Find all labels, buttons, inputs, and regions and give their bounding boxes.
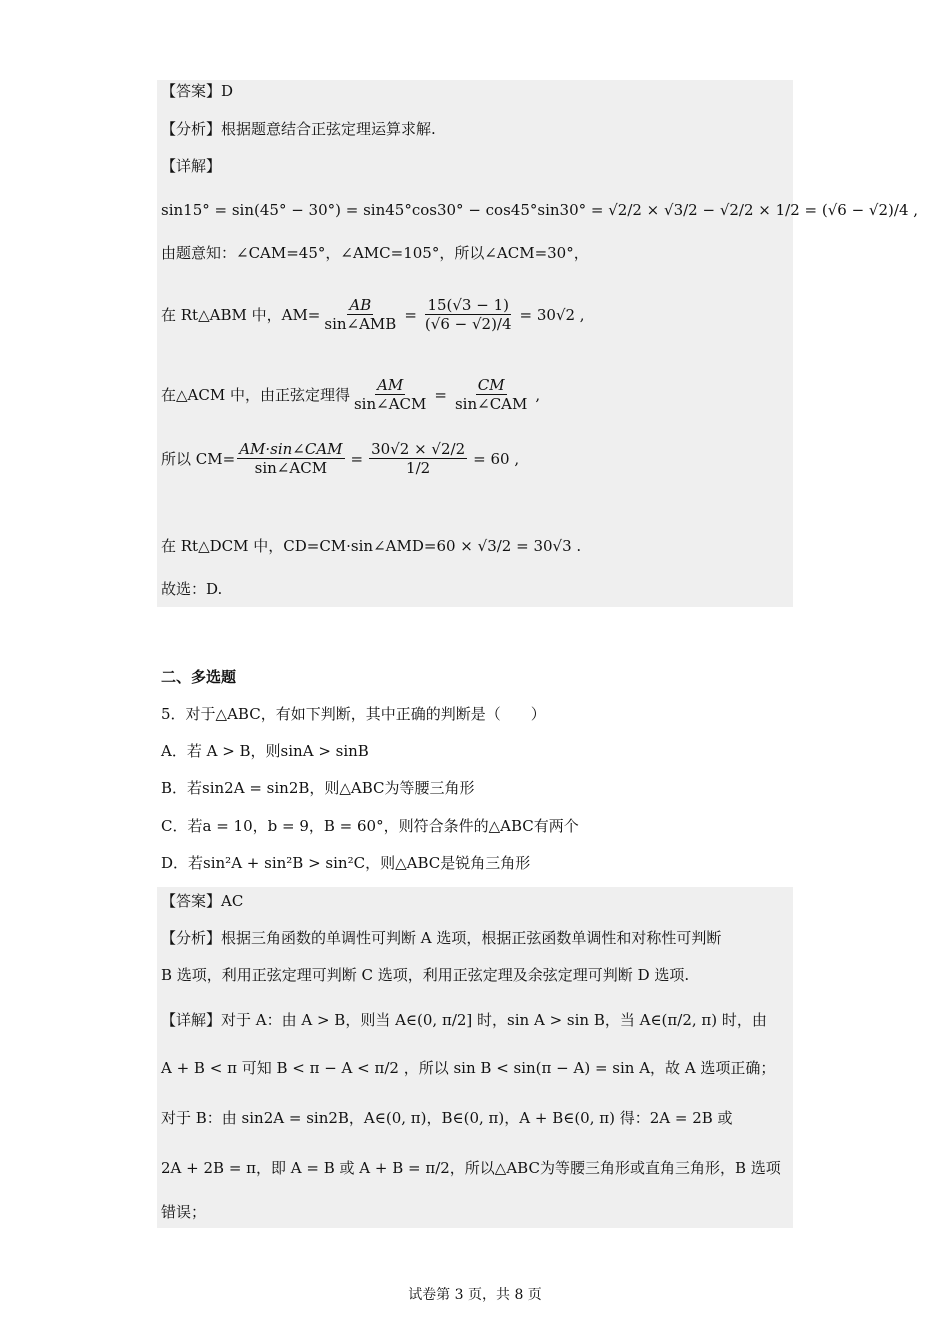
- am-prefix: 在 Rt△ABM 中，AM=: [161, 305, 321, 324]
- option-a: A．若 A > B，则sinA > sinB: [161, 742, 369, 760]
- analysis-line: 【分析】根据题意结合正弦定理运算求解.: [161, 120, 436, 138]
- fraction-denominator: (√6 − √2)/4: [424, 315, 512, 333]
- equation-sin15-rhs: √2/2 × √3/2 − √2/2 × 1/2 = (√6 − √2)/4 ,: [608, 201, 919, 219]
- fraction-cm-expression: [237, 440, 344, 477]
- comma: ,: [535, 385, 541, 404]
- cd-value: 60 × √3/2 = 30√3 .: [436, 537, 582, 555]
- detail-line-2: A + B < π 可知 B < π − A < π/2 ，所以 sin B < sin(π − A) = sin A，故 A 选项正确；: [161, 1059, 776, 1077]
- detail-heading: 【详解】: [161, 157, 222, 175]
- equals-sign: =: [350, 449, 364, 468]
- am-calculation: [161, 296, 585, 333]
- section-title: 二、多选题: [161, 668, 237, 686]
- fraction-cm-over-sincam: [453, 376, 529, 413]
- sine-law-line: [161, 376, 540, 413]
- cm-result: = 60 ,: [473, 449, 520, 468]
- fraction-am-value: [423, 296, 514, 333]
- detail-line-5: 错误；: [161, 1203, 207, 1221]
- detail-line-1: 【详解】对于 A：由 A > B，则当 A∈(0, π/2] 时，sin A > sin B，当 A∈(π/2, π) 时，由: [161, 1011, 767, 1029]
- cd-prefix: 在 Rt△DCM 中，CD=CM·sin∠AMD=: [161, 537, 437, 555]
- cm-calculation: [161, 440, 519, 477]
- angle-facts-line: 由题意知：∠CAM=45°，∠AMC=105°，所以∠ACM=30°，: [161, 244, 589, 262]
- question-stem: 5．对于△ABC，有如下判断，其中正确的判断是（ ）: [161, 705, 546, 723]
- analysis-line-2: B 选项，利用正弦定理可判断 C 选项，利用正弦定理及余弦定理可判断 D 选项.: [161, 966, 690, 984]
- detail-line-3: 对于 B：由 sin2A = sin2B，A∈(0, π)，B∈(0, π)，A + B∈(0, π) 得：2A = 2B 或: [161, 1109, 733, 1127]
- page-footer: 试卷第 3 页，共 8 页: [408, 1287, 542, 1303]
- fraction-numerator: AB: [349, 296, 372, 314]
- answer-line: 【答案】D: [161, 82, 234, 100]
- cm-prefix: 所以 CM=: [161, 449, 236, 468]
- solution-block-1: [157, 80, 793, 607]
- fraction-numerator: AM·sin∠CAM: [239, 440, 343, 458]
- fraction-numerator: 15(√3 − 1): [427, 296, 509, 314]
- fraction-cm-value: [369, 440, 467, 477]
- equals-sign: =: [434, 385, 447, 404]
- option-c: C．若a = 10，b = 9，B = 60°，则符合条件的△ABC有两个: [161, 817, 579, 835]
- fraction-numerator: AM: [377, 376, 404, 394]
- fraction-denominator: 1/2: [406, 459, 431, 477]
- detail-line-4: 2A + 2B = π，即 A = B 或 A + B = π/2，所以△ABC为等腰三角形或直角三角形，B 选项: [161, 1159, 781, 1177]
- am-result: = 30√2 ,: [519, 305, 585, 324]
- option-b: B．若sin2A = sin2B，则△ABC为等腰三角形: [161, 779, 475, 797]
- fraction-numerator: 30√2 × √2/2: [371, 440, 466, 458]
- equation-sin15-lhs: sin15° = sin(45° − 30°) = sin45°cos30° − cos45°sin30° =: [161, 201, 609, 219]
- fraction-ab-over-sin: [322, 296, 398, 333]
- option-d: D．若sin²A + sin²B > sin²C，则△ABC是锐角三角形: [161, 854, 531, 872]
- cd-calculation: [161, 536, 581, 556]
- analysis-line-1: 【分析】根据三角函数的单调性可判断 A 选项，根据正弦函数单调性和对称性可判断: [161, 929, 722, 947]
- fraction-denominator: sin∠AMB: [324, 315, 397, 333]
- choice-line: 故选：D.: [161, 580, 223, 598]
- fraction-denominator: sin∠ACM: [353, 395, 427, 413]
- sine-law-prefix: 在△ACM 中，由正弦定理得: [161, 385, 350, 404]
- fraction-denominator: sin∠ACM: [254, 459, 328, 477]
- answer-line: 【答案】AC: [161, 892, 244, 910]
- fraction-denominator: sin∠CAM: [454, 395, 528, 413]
- equals-sign: =: [404, 305, 417, 324]
- fraction-am-over-sinacm: [352, 376, 428, 413]
- fraction-numerator: CM: [477, 376, 505, 394]
- equation-sin15: [161, 200, 918, 220]
